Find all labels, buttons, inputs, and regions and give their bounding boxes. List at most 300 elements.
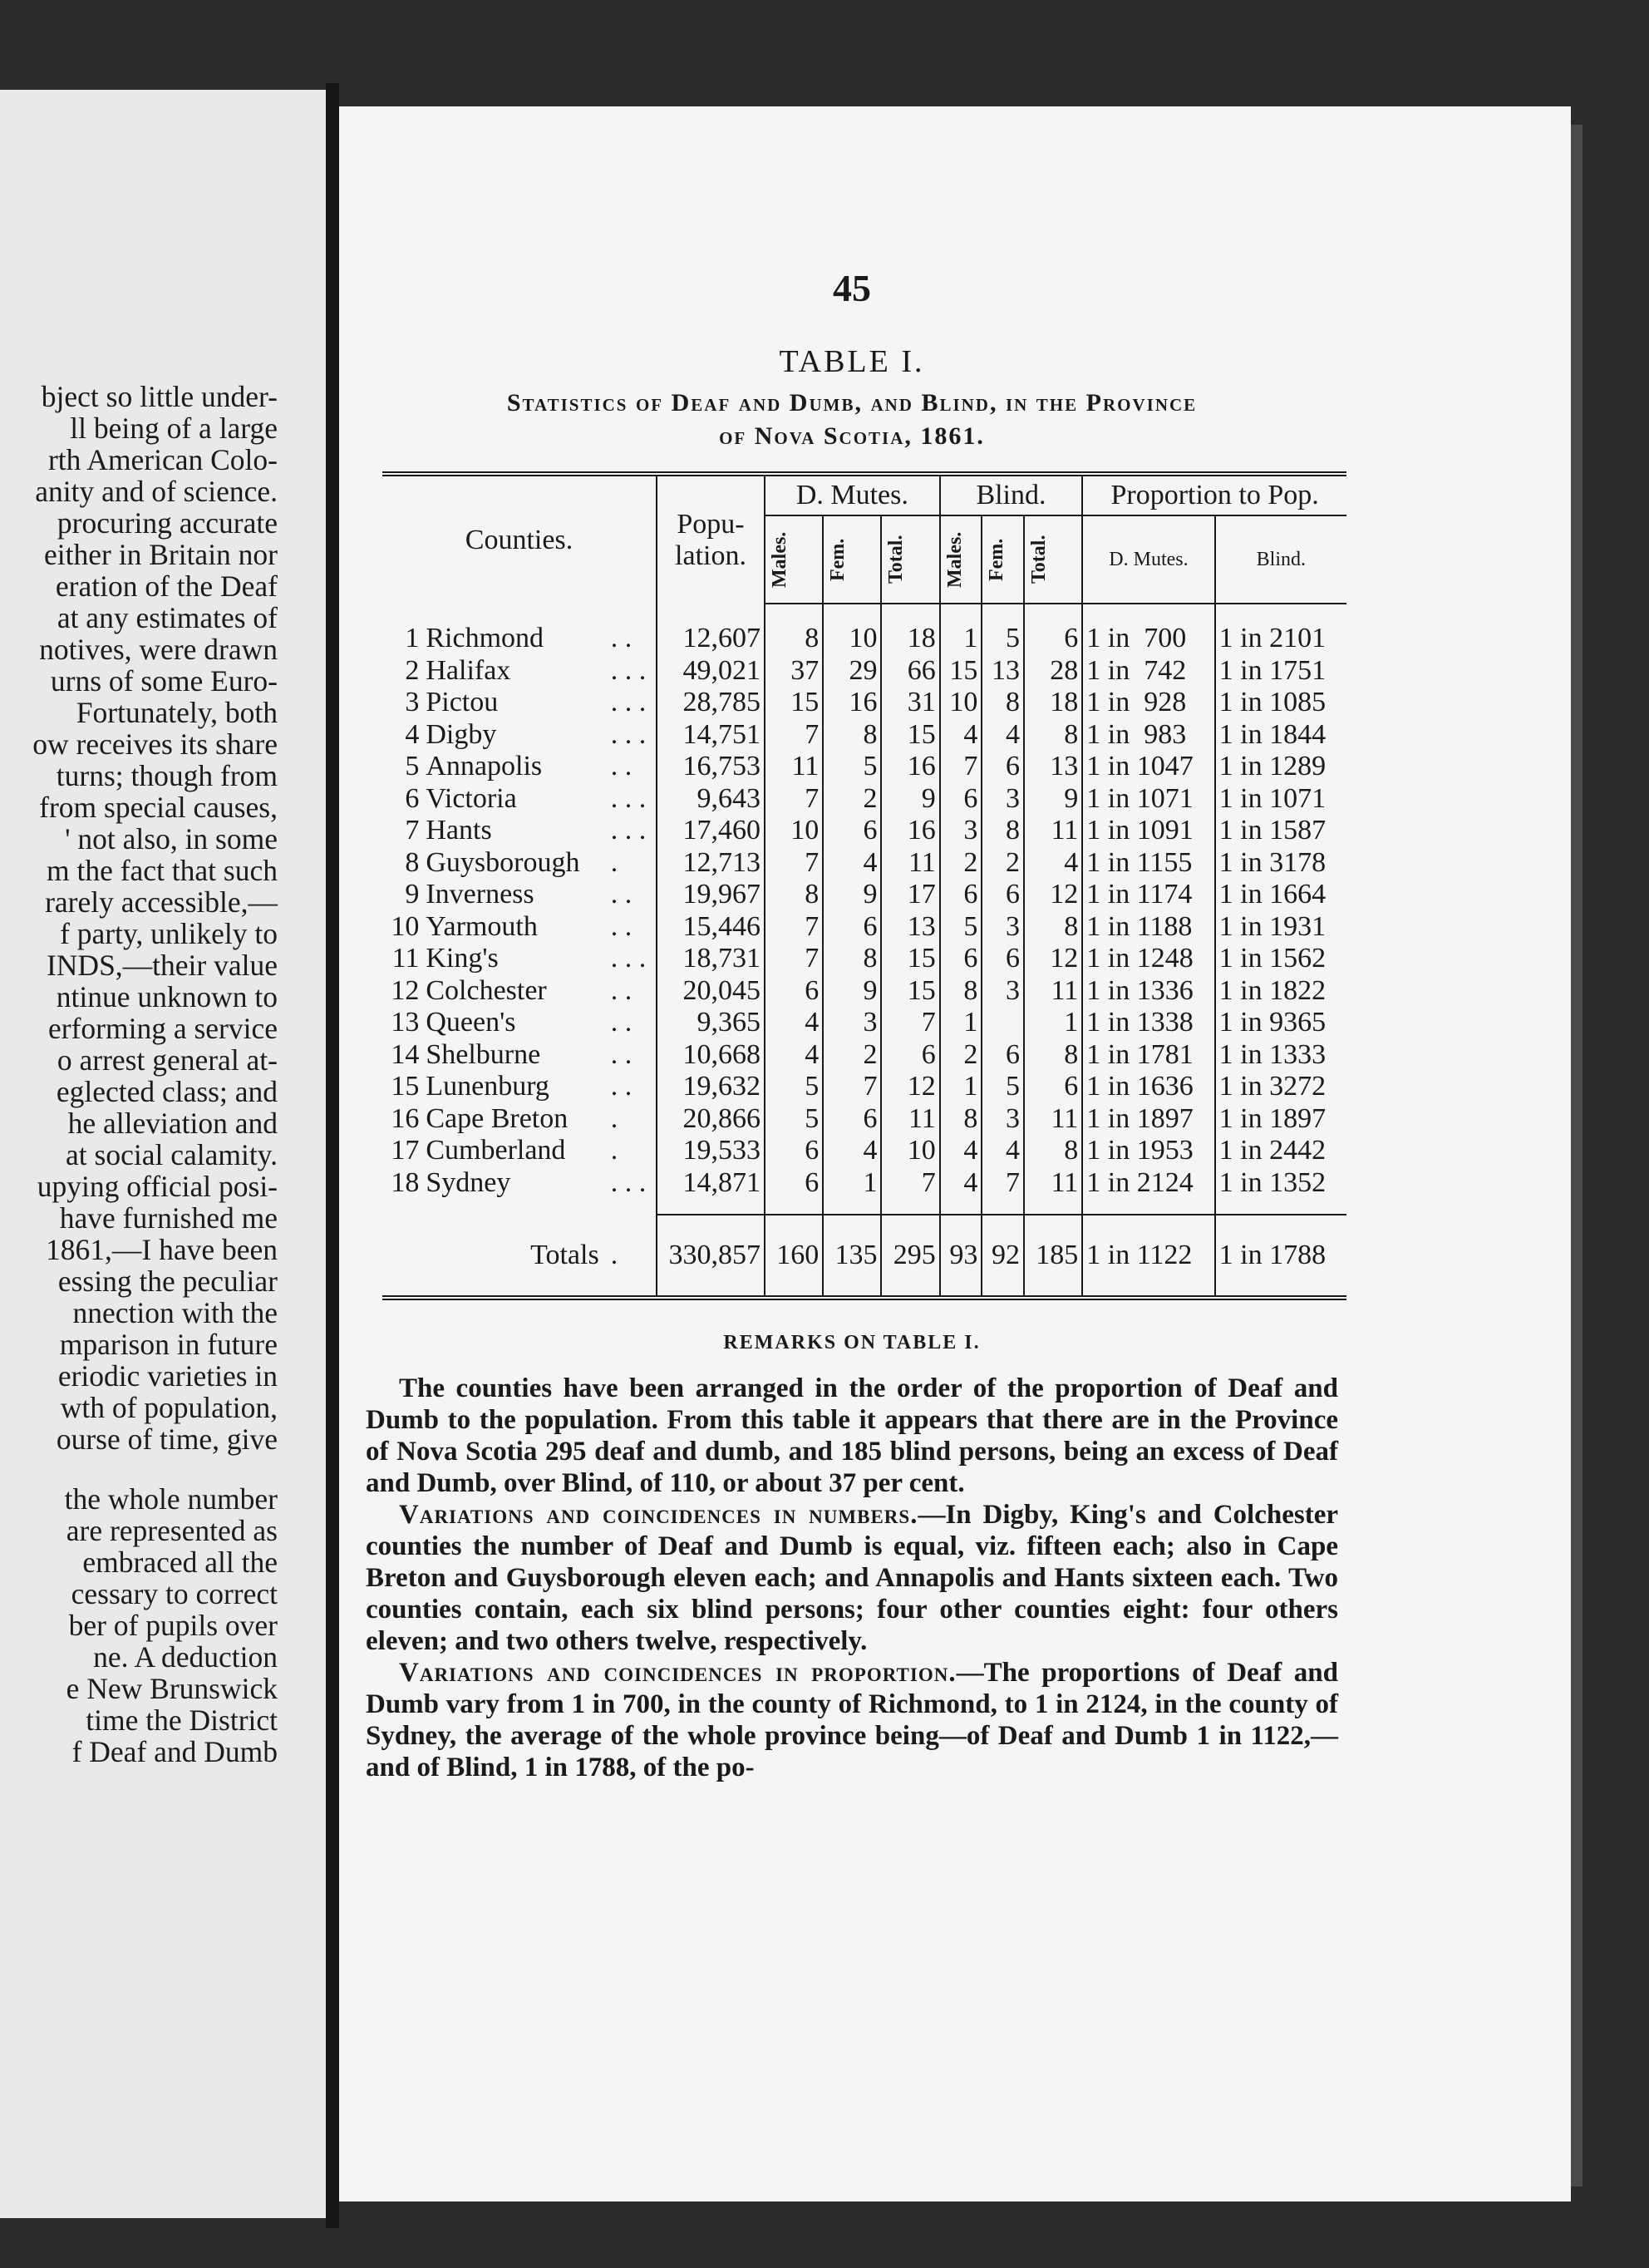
cell-row-number: 12 (391, 974, 420, 1006)
cell-b-fem: 4 (982, 1135, 1024, 1167)
facing-page-line: anity and of science. (35, 475, 278, 508)
cell-prop-d-mutes: 1 in 1091 (1082, 815, 1214, 847)
cell-dm-fem: 8 (823, 719, 881, 752)
cell-b-fem: 3 (982, 975, 1024, 1008)
cell-county-name: Yarmouth (426, 910, 538, 942)
cell-b-total: 11 (1024, 1167, 1082, 1200)
cell-b-total: 18 (1024, 687, 1082, 719)
cell-prop-blind: 1 in 1664 (1215, 879, 1346, 911)
cell-b-total: 1 (1024, 1007, 1082, 1039)
cell-dm-males: 4 (765, 1007, 823, 1039)
cell-prop-blind: 1 in 1931 (1215, 911, 1346, 944)
table-row (382, 815, 1346, 847)
cell-b-males: 6 (940, 943, 982, 975)
facing-page-line: Fortunately, both (76, 696, 278, 729)
facing-page-line: ow receives its share (32, 727, 278, 761)
cell-row-number: 3 (405, 687, 420, 718)
facing-page-line: urns of some Euro- (50, 664, 278, 698)
cell-b-total: 6 (1024, 1071, 1082, 1103)
cell-b-males: 7 (940, 751, 982, 783)
facing-page-line: turns; though from (56, 759, 278, 792)
cell-b-males: 1 (940, 1007, 982, 1039)
cell-dm-fem: 7 (823, 1071, 881, 1103)
cell-b-total: 13 (1024, 751, 1082, 783)
table-row (382, 655, 1346, 688)
cell-b-males: 15 (940, 655, 982, 688)
cell-prop-d-mutes: 1 in 1174 (1082, 879, 1214, 911)
cell-dm-males: 8 (765, 604, 823, 655)
cell-b-males: 4 (940, 719, 982, 752)
cell-dm-males: 5 (765, 1071, 823, 1103)
table-title: TABLE I. (779, 344, 925, 379)
cell-prop-blind: 1 in 1333 (1215, 1039, 1346, 1072)
table-subtitle (366, 387, 1338, 453)
cell-county-name: Victoria (426, 782, 517, 814)
header-d-mutes: D. Mutes. (765, 474, 940, 515)
cell-row-number: 11 (391, 943, 420, 974)
cell-b-fem: 8 (982, 815, 1024, 847)
cell-b-total: 6 (1024, 604, 1082, 655)
cell-b-males: 5 (940, 911, 982, 944)
cell-dm-fem: 6 (823, 911, 881, 944)
cell-row-number: 9 (405, 879, 420, 910)
cell-county-name: Cumberland (426, 1135, 566, 1166)
cell-county-name: Halifax (426, 654, 511, 686)
header-dm-fem: Fem. (827, 538, 849, 581)
cell-prop-blind: 1 in 1822 (1215, 975, 1346, 1008)
cell-county-name: Digby (426, 718, 497, 750)
cell-b-males: 3 (940, 815, 982, 847)
cell-dm-fem: 9 (823, 879, 881, 911)
cell-b-fem: 8 (982, 687, 1024, 719)
cell-prop-d-mutes: 1 in 1047 (1082, 751, 1214, 783)
cell-dm-males: 7 (765, 911, 823, 944)
cell-prop-blind: 1 in 1562 (1215, 943, 1346, 975)
cell-population: 12,713 (657, 847, 765, 880)
cell-leader-dots: . . . (610, 1166, 647, 1198)
page-number: 45 (833, 267, 871, 309)
cell-prop-d-mutes: 1 in 983 (1082, 719, 1214, 752)
cell-b-total: 12 (1024, 879, 1082, 911)
cell-leader-dots: . . (610, 910, 633, 942)
cell-dm-fem: 1 (823, 1167, 881, 1200)
cell-prop-d-mutes: 1 in 1897 (1082, 1103, 1214, 1136)
cell-b-males: 8 (940, 975, 982, 1008)
totals-p-dm: 1 in 1122 (1082, 1215, 1214, 1298)
facing-page-line: time the District (86, 1703, 278, 1737)
separator-cell (765, 1199, 823, 1215)
cell-b-fem: 6 (982, 943, 1024, 975)
cell-b-males: 1 (940, 604, 982, 655)
cell-county-name: Queen's (426, 1007, 516, 1038)
cell-population: 14,871 (657, 1167, 765, 1200)
cell-prop-blind: 1 in 1071 (1215, 783, 1346, 816)
facing-page-line: eration of the Deaf (55, 569, 278, 603)
header-population: Popu-lation. (657, 474, 765, 604)
cell-prop-d-mutes: 1 in 1636 (1082, 1071, 1214, 1103)
cell-county-name: Pictou (426, 687, 499, 718)
facing-page-line: cessary to correct (71, 1577, 278, 1610)
cell-b-fem: 6 (982, 1039, 1024, 1072)
header-b-fem: Fem. (986, 538, 1008, 581)
cell-population: 18,731 (657, 943, 765, 975)
cell-b-males: 2 (940, 1039, 982, 1072)
cell-prop-blind: 1 in 1289 (1215, 751, 1346, 783)
table-row (382, 911, 1346, 944)
cell-population: 14,751 (657, 719, 765, 752)
cell-county-name: Guysborough (426, 846, 580, 878)
table-row (382, 751, 1346, 783)
cell-county-name: Hants (426, 815, 492, 846)
cell-row-number: 1 (405, 622, 420, 653)
header-proportion: Proportion to Pop. (1082, 474, 1346, 515)
cell-b-total: 11 (1024, 975, 1082, 1008)
facing-page-line: essing the peculiar (57, 1265, 278, 1298)
cell-dm-fem: 6 (823, 1103, 881, 1136)
cell-dm-fem: 2 (823, 1039, 881, 1072)
facing-page-line: he alleviation and (67, 1107, 278, 1140)
totals-dots: . (608, 1215, 657, 1298)
table-row (382, 1167, 1346, 1200)
cell-population: 10,668 (657, 1039, 765, 1072)
cell-dm-males: 5 (765, 1103, 823, 1136)
cell-b-total: 28 (1024, 655, 1082, 688)
cell-dm-fem: 10 (823, 604, 881, 655)
cell-b-males: 1 (940, 1071, 982, 1103)
cell-population: 9,643 (657, 783, 765, 816)
cell-prop-d-mutes: 1 in 1071 (1082, 783, 1214, 816)
cell-b-total: 12 (1024, 943, 1082, 975)
separator-cell (657, 1199, 765, 1215)
cell-dm-fem: 3 (823, 1007, 881, 1039)
cell-county-name: Colchester (426, 974, 547, 1006)
cell-population: 20,045 (657, 975, 765, 1008)
cell-dm-total: 17 (881, 879, 939, 911)
cell-b-total: 9 (1024, 783, 1082, 816)
cell-prop-blind: 1 in 3272 (1215, 1071, 1346, 1103)
cell-dm-males: 4 (765, 1039, 823, 1072)
cell-dm-total: 12 (881, 1071, 939, 1103)
paragraph-2-heading: Variations and coincidences in numbers. (399, 1500, 918, 1530)
facing-page-line: upying official posi- (37, 1170, 278, 1203)
cell-prop-blind: 1 in 1751 (1215, 655, 1346, 688)
cell-b-fem: 3 (982, 783, 1024, 816)
cell-leader-dots: . . . (610, 687, 647, 718)
header-dm-males: Males. (769, 531, 790, 588)
cell-row-number: 14 (391, 1038, 420, 1070)
facing-page-line: ber of pupils over (68, 1609, 278, 1642)
facing-page-line: from special causes, (39, 791, 278, 824)
facing-page-line: INDS,—their value (46, 949, 278, 982)
remarks-heading: REMARKS ON TABLE I. (723, 1332, 981, 1353)
cell-leader-dots: . (610, 846, 618, 878)
facing-page-line: eriodic varieties in (57, 1359, 278, 1393)
cell-dm-total: 15 (881, 719, 939, 752)
table-row (382, 687, 1346, 719)
cell-county-name: Lunenburg (426, 1071, 549, 1102)
facing-page-line: o arrest general at- (57, 1043, 278, 1077)
table-row (382, 943, 1346, 975)
facing-page-line: procuring accurate (57, 506, 278, 540)
cell-county-name: Annapolis (426, 751, 543, 782)
facing-page-line: 1861,—I have been (46, 1233, 278, 1266)
cell-prop-d-mutes: 1 in 742 (1082, 655, 1214, 688)
cell-b-total: 11 (1024, 815, 1082, 847)
cell-row-number: 10 (391, 910, 420, 942)
cell-leader-dots: . . (610, 974, 633, 1006)
header-blind: Blind. (940, 474, 1083, 515)
cell-b-males: 4 (940, 1135, 982, 1167)
facing-page-line: ll being of a large (70, 412, 278, 445)
cell-prop-d-mutes: 1 in 1248 (1082, 943, 1214, 975)
cell-population: 17,460 (657, 815, 765, 847)
cell-leader-dots: . . (610, 1007, 633, 1038)
cell-dm-males: 6 (765, 975, 823, 1008)
totals-b-m: 93 (940, 1215, 982, 1298)
totals-label: Totals (382, 1215, 608, 1298)
cell-dm-total: 16 (881, 815, 939, 847)
cell-row-number: 15 (391, 1071, 420, 1102)
remarks-paragraph-2 (366, 1499, 1338, 1657)
table-row (382, 847, 1346, 880)
facing-page-line: are represented as (66, 1514, 278, 1547)
table-row (382, 1103, 1346, 1136)
totals-p-b: 1 in 1788 (1215, 1215, 1346, 1298)
cell-population: 20,866 (657, 1103, 765, 1136)
header-b-males: Males. (943, 531, 966, 588)
table-row (382, 1007, 1346, 1039)
header-dm-total: Total. (885, 535, 908, 584)
cell-population: 16,753 (657, 751, 765, 783)
cell-dm-males: 7 (765, 847, 823, 880)
cell-b-total: 8 (1024, 1135, 1082, 1167)
cell-b-fem: 5 (982, 604, 1024, 655)
cell-dm-fem: 29 (823, 655, 881, 688)
cell-dm-fem: 16 (823, 687, 881, 719)
cell-dm-total: 11 (881, 847, 939, 880)
cell-population: 28,785 (657, 687, 765, 719)
separator-cell (382, 1199, 657, 1215)
cell-prop-blind: 1 in 3178 (1215, 847, 1346, 880)
cell-dm-total: 10 (881, 1135, 939, 1167)
totals-pop: 330,857 (657, 1215, 765, 1298)
totals-dm-f: 135 (823, 1215, 881, 1298)
cell-b-fem: 5 (982, 1071, 1024, 1103)
table-row (382, 604, 1346, 655)
cell-dm-total: 9 (881, 783, 939, 816)
cell-b-males: 6 (940, 879, 982, 911)
cell-row-number: 17 (391, 1135, 420, 1166)
table-row (382, 719, 1346, 752)
totals-separator (382, 1199, 1346, 1215)
cell-leader-dots: . (610, 1135, 618, 1166)
cell-dm-total: 15 (881, 943, 939, 975)
cell-b-total: 8 (1024, 1039, 1082, 1072)
cell-dm-total: 13 (881, 911, 939, 944)
cell-population: 49,021 (657, 655, 765, 688)
paragraph-3-heading: Variations and coincidences in proportion. (399, 1658, 957, 1688)
facing-page-line: at any estimates of (57, 601, 278, 634)
cell-b-fem: 13 (982, 655, 1024, 688)
cell-dm-fem: 2 (823, 783, 881, 816)
cell-dm-total: 11 (881, 1103, 939, 1136)
cell-county-name: King's (426, 943, 499, 974)
cell-b-fem (982, 1007, 1024, 1039)
facing-page-line: bject so little under- (41, 380, 278, 413)
cell-prop-d-mutes: 1 in 928 (1082, 687, 1214, 719)
table-row (382, 975, 1346, 1008)
facing-page-line: f party, unlikely to (60, 917, 278, 950)
cell-b-males: 4 (940, 1167, 982, 1200)
book-gutter (326, 83, 339, 2228)
cell-dm-fem: 4 (823, 1135, 881, 1167)
cell-county-name: Cape Breton (426, 1102, 569, 1134)
cell-county-name: Inverness (426, 879, 534, 910)
cell-leader-dots: . . . (610, 782, 647, 814)
subtitle-line-2: of Nova Scotia, 1861. (719, 422, 985, 450)
header-prop-blind: Blind. (1215, 515, 1346, 604)
cell-leader-dots: . . . (610, 654, 647, 686)
separator-cell (1024, 1199, 1082, 1215)
cell-row-number: 7 (405, 815, 420, 846)
table-row (382, 783, 1346, 816)
cell-prop-d-mutes: 1 in 1781 (1082, 1039, 1214, 1072)
cell-dm-total: 31 (881, 687, 939, 719)
cell-prop-blind: 1 in 9365 (1215, 1007, 1346, 1039)
paragraph-3-text: —The proportions of Deaf and Dumb vary from 1 in 700, in the county of Richmond, to 1 in 2124, in the county of Sydney, the average of the whole province being—of Deaf and Dumb 1 in 1122,—and of Blind, 1 in 1788, of the po- (366, 1658, 1339, 1782)
totals-row (382, 1215, 1346, 1298)
table-row (382, 1135, 1346, 1167)
cell-dm-males: 15 (765, 687, 823, 719)
facing-page-line: e New Brunswick (66, 1672, 278, 1705)
cell-leader-dots: . . . (610, 815, 647, 846)
table-row (382, 879, 1346, 911)
facing-page-line: m the fact that such (47, 854, 278, 887)
cell-prop-d-mutes: 1 in 1953 (1082, 1135, 1214, 1167)
cell-prop-blind: 1 in 1587 (1215, 815, 1346, 847)
cell-dm-males: 37 (765, 655, 823, 688)
cell-b-fem: 4 (982, 719, 1024, 752)
cell-b-males: 10 (940, 687, 982, 719)
cell-dm-males: 8 (765, 879, 823, 911)
separator-cell (940, 1199, 982, 1215)
totals-b-t: 185 (1024, 1215, 1082, 1298)
cell-dm-fem: 5 (823, 751, 881, 783)
totals-b-f: 92 (982, 1215, 1024, 1298)
cell-dm-males: 11 (765, 751, 823, 783)
statistics-table (382, 471, 1346, 1300)
cell-prop-blind: 1 in 1897 (1215, 1103, 1346, 1136)
cell-b-males: 2 (940, 847, 982, 880)
cell-prop-d-mutes: 1 in 2124 (1082, 1167, 1214, 1200)
cell-row-number: 8 (405, 846, 420, 878)
cell-b-fem: 6 (982, 879, 1024, 911)
facing-page-text (0, 381, 278, 1768)
cell-county-name: Sydney (426, 1166, 511, 1198)
cell-leader-dots: . . (610, 879, 633, 910)
paragraph-2-text: —In Digby, King's and Colchester counties the number of Deaf and Dumb is equal, viz. fifteen each; also in Cape Breton and Guysborough eleven each; and Annapolis and Hants sixteen each. Two counties contain, each six blind persons; four other counties eight: four others eleven; and two others twelve, respectively. (366, 1500, 1338, 1656)
cell-leader-dots: . . (610, 1071, 633, 1102)
cell-prop-blind: 1 in 1352 (1215, 1167, 1346, 1200)
cell-b-total: 8 (1024, 911, 1082, 944)
facing-page-line: ne. A deduction (93, 1640, 278, 1674)
remarks-paragraph-3 (366, 1657, 1338, 1783)
header-counties: Counties. (382, 474, 657, 604)
facing-page-line: rarely accessible,— (45, 885, 278, 919)
facing-page-line: f Deaf and Dumb (71, 1735, 278, 1768)
cell-prop-d-mutes: 1 in 1188 (1082, 911, 1214, 944)
cell-prop-blind: 1 in 2442 (1215, 1135, 1346, 1167)
cell-dm-fem: 4 (823, 847, 881, 880)
facing-page-line: rth American Colo- (47, 443, 278, 476)
cell-dm-males: 7 (765, 783, 823, 816)
cell-population: 19,632 (657, 1071, 765, 1103)
cell-dm-total: 16 (881, 751, 939, 783)
cell-row-number: 2 (405, 654, 420, 686)
cell-prop-d-mutes: 1 in 1338 (1082, 1007, 1214, 1039)
page-content (366, 266, 1338, 1783)
cell-dm-total: 7 (881, 1007, 939, 1039)
cell-leader-dots: . . (610, 622, 633, 653)
facing-page-line: wth of population, (60, 1391, 278, 1424)
cell-prop-d-mutes: 1 in 1336 (1082, 975, 1214, 1008)
cell-b-males: 6 (940, 783, 982, 816)
facing-page-line: either in Britain nor (44, 538, 278, 571)
cell-dm-males: 6 (765, 1167, 823, 1200)
remarks-paragraph-1: The counties have been arranged in the order of the proportion of Deaf and Dumb to the population. From this table it appears that there are in the Province of Nova Scotia 295 deaf and dumb, and 185 blind persons, being an excess of Deaf and Dumb, over Blind, of 110, or about 37 per cent. (366, 1373, 1338, 1498)
cell-b-fem: 2 (982, 847, 1024, 880)
separator-cell (982, 1199, 1024, 1215)
facing-page-line: nnection with the (72, 1296, 278, 1329)
cell-dm-fem: 8 (823, 943, 881, 975)
facing-page-line: embraced all the (82, 1546, 278, 1579)
facing-page-line: ourse of time, give (56, 1422, 278, 1456)
facing-page-line: ntinue unknown to (56, 980, 278, 1013)
facing-page-line: have furnished me (59, 1201, 278, 1235)
cell-b-total: 4 (1024, 847, 1082, 880)
cell-row-number: 6 (405, 782, 420, 814)
cell-row-number: 4 (405, 718, 420, 750)
cell-dm-total: 6 (881, 1039, 939, 1072)
cell-dm-fem: 9 (823, 975, 881, 1008)
cell-row-number: 18 (391, 1166, 420, 1198)
cell-leader-dots: . . (610, 1038, 633, 1070)
cell-county-name: Shelburne (426, 1038, 541, 1070)
cell-prop-d-mutes: 1 in 700 (1082, 604, 1214, 655)
cell-dm-males: 7 (765, 943, 823, 975)
cell-row-number: 16 (391, 1102, 420, 1134)
facing-page-line: mparison in future (59, 1328, 278, 1361)
facing-page-left (0, 90, 326, 2218)
facing-page-line: at social calamity. (66, 1138, 278, 1171)
cell-prop-blind: 1 in 2101 (1215, 604, 1346, 655)
cell-b-fem: 6 (982, 751, 1024, 783)
cell-dm-males: 7 (765, 719, 823, 752)
cell-dm-total: 7 (881, 1167, 939, 1200)
cell-dm-fem: 6 (823, 815, 881, 847)
totals-dm-t: 295 (881, 1215, 939, 1298)
cell-dm-males: 6 (765, 1135, 823, 1167)
separator-cell (1082, 1199, 1214, 1215)
totals-dm-m: 160 (765, 1215, 823, 1298)
cell-leader-dots: . (610, 1102, 618, 1134)
separator-cell (1215, 1199, 1346, 1215)
separator-cell (881, 1199, 939, 1215)
cell-population: 15,446 (657, 911, 765, 944)
facing-page-line: the whole number (64, 1482, 278, 1516)
cell-population: 19,967 (657, 879, 765, 911)
facing-page-line: ' not also, in some (65, 822, 278, 855)
